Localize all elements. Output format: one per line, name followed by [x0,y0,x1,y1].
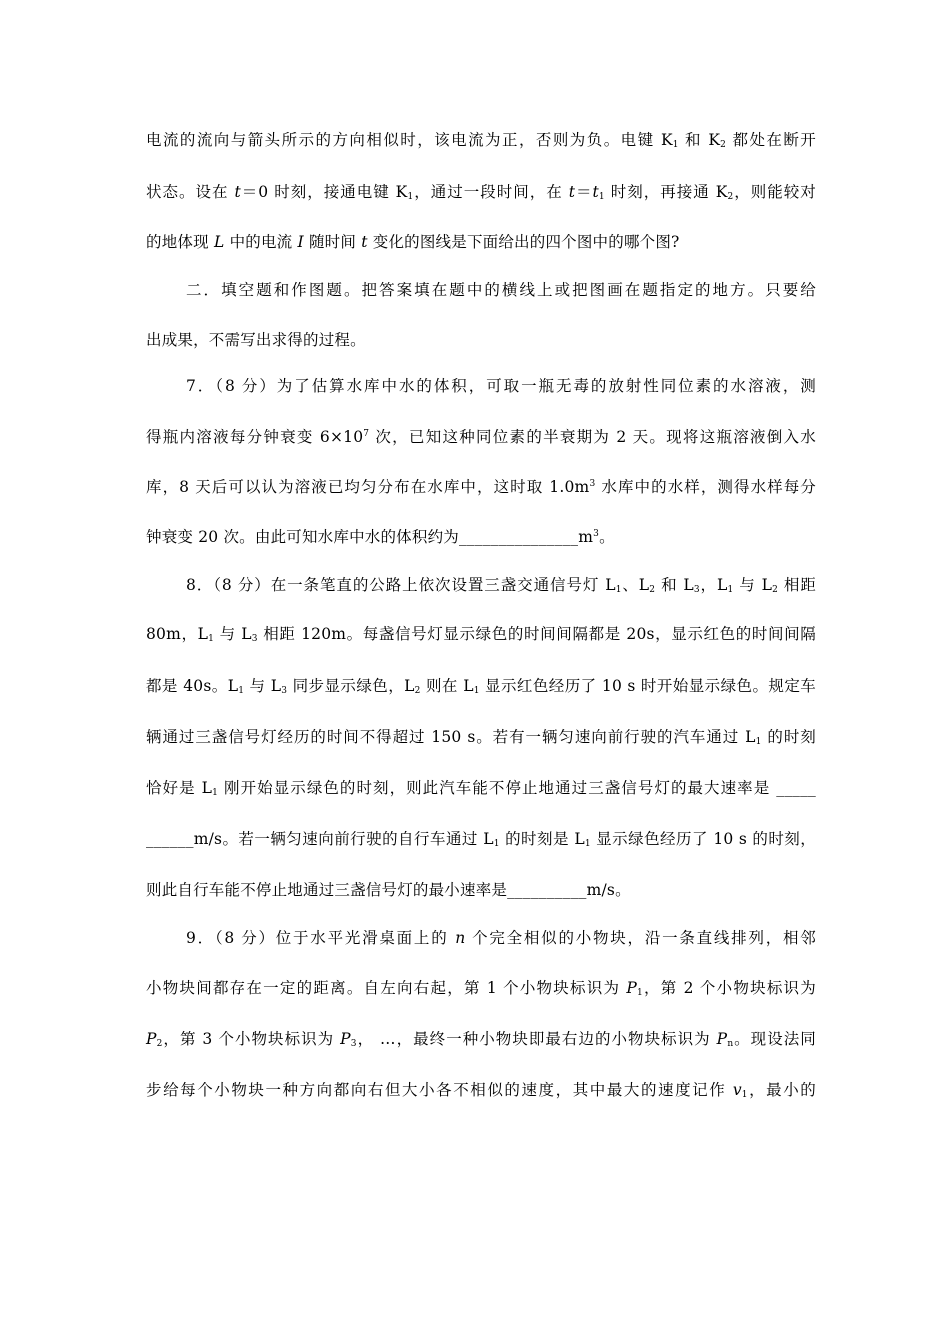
text-segment: 次，已知这种同位素的半衰期为 2 天。现将这瓶溶液倒入水 [369,428,817,446]
subscript: 1 [212,788,219,798]
text-segment: ，最小的 [747,1081,816,1099]
text-segment: 出成果，不需写出求得的过程。 [146,331,366,349]
italic-variable: t [234,183,241,201]
superscript: 7 [363,429,370,439]
text-segment: 水库中的水样，测得水样每分 [595,478,816,496]
text-segment: 二．填空题和作图题。把答案填在题中的横线上或把图画在题指定的地方。只要给 [186,281,816,299]
text-segment: 与 L [244,677,282,695]
text-line [146,427,816,447]
text-line [186,280,816,300]
italic-variable: P [146,1030,157,1048]
text-segment: 显示绿色经历了 10 s 的时刻， [590,830,816,848]
text-segment: 时刻，再接通 K [604,183,728,201]
text-segment: 则在 L [420,677,474,695]
text-line [146,880,816,900]
text-segment: ，第 3 个小物块标识为 [162,1030,341,1048]
text-line [186,376,816,396]
subscript: 2 [727,192,734,202]
text-segment: 80m，L [146,625,209,643]
text-segment: 都是 40s。L [146,677,239,695]
text-line [146,978,816,998]
text-segment: 的时刻是 L [499,830,585,848]
subscript: 1 [584,839,591,849]
text-segment: 随时间 [303,233,362,251]
subscript: 3 [251,634,258,644]
text-segment: 状态。设在 [146,183,235,201]
text-segment: 同步显示绿色，L [287,677,415,695]
text-segment: 的时刻 [761,728,816,746]
subscript: 1 [755,737,762,747]
text-segment: 步给每个小物块一种方向都向右但大小各不相似的速度，其中最大的速度记作 [146,1081,733,1099]
text-segment: 小物块间都存在一定的距离。自左向右起，第 1 个小物块标识为 [146,979,627,997]
subscript: 1 [727,585,734,595]
subscript: 3 [693,585,700,595]
text-segment: 钟衰变 20 次。由此可知水库中水的体积约为_______________m [146,528,594,546]
subscript: 1 [473,686,480,696]
text-line [146,182,816,202]
text-segment: 的地体现 [146,233,214,251]
text-segment: 恰好是 L [146,779,213,797]
italic-variable: P [626,979,638,997]
text-line [146,727,816,747]
subscript: 1 [238,686,245,696]
italic-variable: P [716,1030,728,1048]
subscript: 1 [598,192,605,202]
text-line [146,330,816,350]
text-line [146,527,816,547]
subscript: n [727,1039,734,1049]
text-line [146,477,816,497]
subscript: 2 [414,686,421,696]
text-line [146,1080,816,1100]
italic-variable: I [297,233,304,251]
subscript: 2 [720,140,727,150]
text-segment: 刚开始显示绿色的时刻，则此汽车能不停止地通过三盏信号灯的最大速率是 _____ [218,779,816,797]
subscript: 1 [672,140,679,150]
text-segment: ， …，最终一种小物块即最右边的小物块标识为 [356,1030,717,1048]
italic-variable: t [361,233,368,251]
text-segment: 。现设法同 [733,1030,816,1048]
text-segment: ，通过一段时间，在 [413,183,569,201]
text-line [146,829,816,849]
text-segment: ＝ [575,183,593,201]
text-line [146,1029,816,1049]
subscript: 3 [281,686,288,696]
italic-variable: L [213,233,225,251]
subscript: 1 [741,1090,748,1100]
text-segment: 和 L [655,576,694,594]
text-segment: 得瓶内溶液每分钟衰变 6×10 [146,428,364,446]
subscript: 2 [156,1039,163,1049]
text-segment: 与 L [214,625,252,643]
subscript: 3 [350,1039,357,1049]
text-segment: ______m/s。若一辆匀速向前行驶的自行车通过 L [146,830,494,848]
text-segment: ＝0 时刻，接通电键 K [240,183,408,201]
text-segment: 、L [621,576,650,594]
subscript: 1 [493,839,500,849]
text-segment: 变化的图线是下面给出的四个图中的哪个图? [367,233,680,251]
superscript: 3 [593,529,600,539]
italic-variable: P [340,1030,351,1048]
text-segment: 库，8 天后可以认为溶液已均匀分布在水库中，这时取 1.0m [146,478,590,496]
text-segment: 相距 120m。每盏信号灯显示绿色的时间间隔都是 20s，显示红色的时间间隔 [257,625,816,643]
text-segment: 辆通过三盏信号灯经历的时间不得超过 150 s。若有一辆匀速向前行驶的汽车通过 L [146,728,756,746]
text-segment: 与 L [733,576,773,594]
text-segment: 中的电流 [224,233,298,251]
italic-variable: v [732,1081,742,1099]
italic-variable: n [455,929,466,947]
subscript: 1 [637,988,643,998]
text-line [146,232,816,252]
text-segment: 8．（8 分）在一条笔直的公路上依次设置三盏交通信号灯 L [186,576,616,594]
text-segment: ，第 2 个小物块标识为 [642,979,816,997]
text-line [146,676,816,696]
text-line [186,575,816,595]
text-line [146,130,816,150]
text-line [146,778,816,798]
italic-variable: t [592,183,599,201]
subscript: 2 [772,585,779,595]
text-segment: 9．（8 分）位于水平光滑桌面上的 [186,929,456,947]
text-segment: 显示红色经历了 10 s 时开始显示绿色。规定车 [479,677,817,695]
text-segment: 个完全相似的小物块，沿一条直线排列，相邻 [465,929,816,947]
text-segment: 都处在断开 [726,131,816,149]
text-segment: 。 [599,528,615,546]
text-line [146,624,816,644]
text-segment: 和 K [678,131,721,149]
italic-variable: t [568,183,576,201]
text-segment: ，L [699,576,728,594]
text-segment: 7．（8 分）为了估算水库中水的体积，可取一瓶无毒的放射性同位素的水溶液，测 [186,377,816,395]
subscript: 2 [649,585,656,595]
subscript: 1 [407,192,414,202]
text-segment: 则此自行车能不停止地通过三盏信号灯的最小速率是__________m/s。 [146,881,631,899]
text-segment: 相距 [778,576,817,594]
text-segment: ，则能较对 [733,183,816,201]
text-line [186,928,816,948]
subscript: 1 [208,634,215,644]
subscript: 1 [615,585,622,595]
text-segment: 电流的流向与箭头所示的方向相似时，该电流为正，否则为负。电键 K [146,131,673,149]
superscript: 3 [589,479,596,489]
